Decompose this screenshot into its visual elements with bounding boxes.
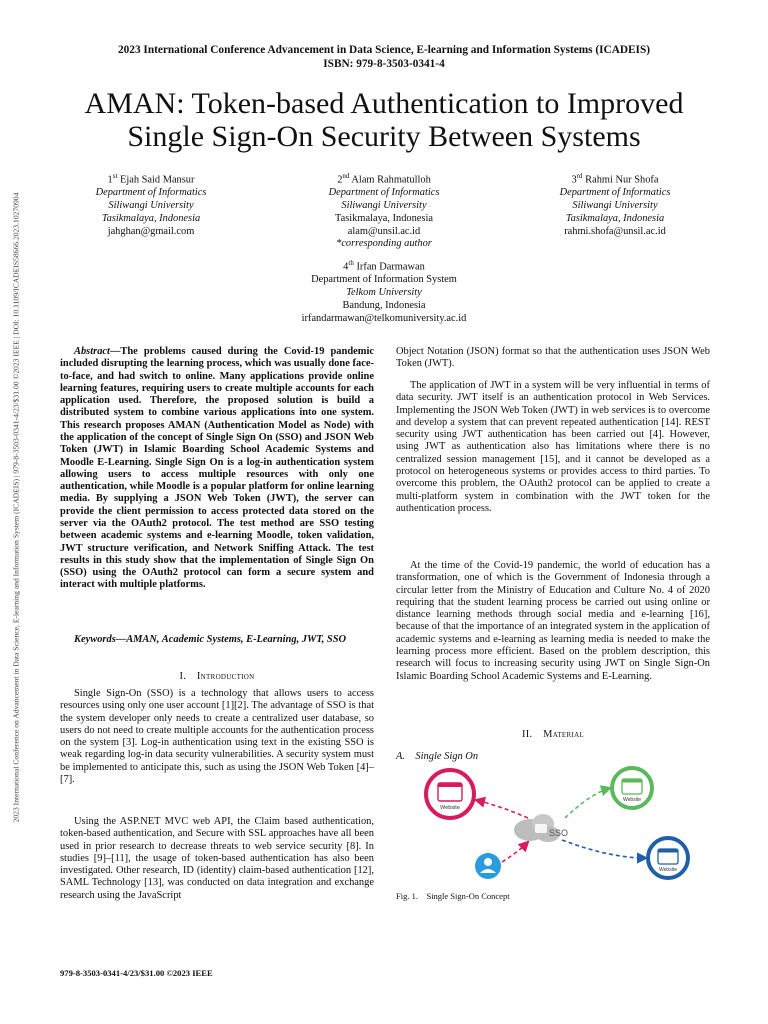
title-line-1: AMAN: Token-based Authentication to Improved bbox=[84, 87, 684, 120]
author-email: irfandarmawan@telkomuniversity.ac.id bbox=[301, 312, 467, 324]
author-city: Tasikmalaya, Indonesia bbox=[565, 212, 665, 224]
section-heading-material: II. Material bbox=[521, 729, 585, 740]
arrow-sso-to-pink bbox=[476, 800, 528, 818]
author-email: jahghan@gmail.com bbox=[107, 225, 195, 237]
author-city: Tasikmalaya, Indonesia bbox=[101, 212, 201, 224]
right-paragraph-3: At the time of the Covid-19 pandemic, the world of education has a transformation, one of which is the Government of Indonesia through a circular letter from the Ministry of Education and Culture No. 4 of 2020 requiring that the student learning process be carried out using online or distance learning methods through social media and e-learning [16], because of that the importance of an integrated system in the application of academic systems and e-learning as learning media is needed to make the learning process more efficient. Based on the problem description, this research will focus to increasing security using JWT on Single Sign-On Islamic Boarding School Academic Systems and E-Learning. bbox=[396, 560, 710, 682]
author-email: alam@unsil.ac.id bbox=[347, 225, 421, 237]
author-dept: Department of Informatics bbox=[328, 187, 440, 199]
author-block-4 bbox=[250, 257, 518, 325]
sso-concept-figure bbox=[410, 766, 710, 886]
keywords: Keywords—AMAN, Academic Systems, E-Learning, JWT, SSO bbox=[74, 634, 347, 645]
author-name: 3rd Rahmi Nur Shofa bbox=[571, 172, 659, 186]
paper-title bbox=[40, 87, 728, 153]
svg-text:Website: Website bbox=[440, 805, 460, 811]
author-name: 4th Irfan Darmawan bbox=[343, 259, 425, 273]
abstract-lead: Abstract bbox=[74, 346, 110, 357]
author-block-3 bbox=[520, 170, 710, 238]
abstract-body: —The problems caused during the Covid-19 pandemic included disrupting the learning process, which was usually done face-to-face, and had switch to online. Many applications provide online learning features, requiring users to create multiple accounts for each application used. Therefore, the proposed solution is build a distributed system to combine various applications into one system. This research proposes AMAN (Authentication Model as Node) with the application of the concept of Single Sign On (SSO) and JSON Web Token (JWT) in Islamic Boarding School Academic Systems and Moodle E-Learning. Single Sign On is a log-in authentication system allowing users to access multiple resources with only one authentication, while Moodle is a popular platform for online learning media. By supplying a JSON Web Token (JWT), the server can provide the client permission to access protected data stored on the server via the OAuth2 protocol. The test method are SSO testing between academic systems and e-learning Moodle, token validation, JWT structure verification, and Network Sniffing Attack. The test results in this study show that the implementation of Single Sign On (SSO) using the OAuth2 protocol can form a secure system and interact with multiple platforms. bbox=[60, 346, 374, 591]
svg-text:Website: Website bbox=[623, 797, 641, 803]
author-name: 2nd Alam Rahmatulloh bbox=[337, 172, 431, 186]
corresponding-note: *corresponding author bbox=[336, 238, 432, 250]
sso-cloud bbox=[514, 814, 568, 842]
website-node-pink bbox=[426, 770, 474, 818]
author-univ: Siliwangi University bbox=[108, 200, 194, 212]
author-univ: Siliwangi University bbox=[341, 200, 427, 212]
author-univ: Siliwangi University bbox=[572, 200, 658, 212]
isbn-header: ISBN: 979-8-3503-0341-4 bbox=[323, 58, 445, 70]
svg-text:SSO: SSO bbox=[549, 828, 569, 838]
author-city: Tasikmalaya, Indonesia bbox=[335, 212, 433, 224]
section-heading-introduction: I. Introduction bbox=[179, 671, 255, 682]
figure-caption: Fig. 1. Single Sign-On Concept bbox=[396, 891, 510, 901]
author-dept: Department of Informatics bbox=[95, 187, 207, 199]
author-dept: Department of Informatics bbox=[559, 187, 671, 199]
arrow-user-to-sso bbox=[502, 842, 528, 862]
arrow-sso-to-green bbox=[565, 788, 610, 818]
author-univ: Telkom University bbox=[346, 287, 422, 299]
page-footer: 979-8-3503-0341-4/23/$31.00 ©2023 IEEE bbox=[60, 968, 213, 978]
svg-text:Website: Website bbox=[659, 867, 677, 873]
author-email: rahmi.shofa@unsil.ac.id bbox=[564, 225, 666, 237]
abstract bbox=[60, 346, 374, 592]
arrow-sso-to-blue bbox=[562, 840, 646, 858]
intro-paragraph-2: Using the ASP.NET MVC web API, the Claim based authentication, token-based authentication, and Secure with SSL approaches have all been used in prior research to decrease threats to web service security [8]. In studies [9]–[11], the usage of token-based authentication has also been investigated. Other research, ID (identity) claim-based authentication [12], SAML Technology [13], was conducted on data integration and exchange research using the JavaScript bbox=[60, 816, 374, 901]
user-icon bbox=[475, 853, 501, 879]
author-dept: Department of Information System bbox=[311, 274, 457, 286]
author-name: 1st Ejah Said Mansur bbox=[107, 172, 195, 186]
author-block-1 bbox=[56, 170, 246, 238]
intro-paragraph-1: Single Sign-On (SSO) is a technology that allows users to access resources using only one user account [1][2]. The advantage of SSO is that the system developer only needs to create a centralized user database, so users do not need to create multiple accounts for the authentication process on the system [3]. Log-in authentication using text in the existing SSO is weak regarding log-in data security vulnerabilities. A security system must be implemented to anticipate this, such as using the JSON Web Token [4]–[7]. bbox=[60, 688, 374, 785]
title-line-2: Single Sign-On Security Between Systems bbox=[127, 120, 641, 153]
website-node-green bbox=[612, 768, 652, 808]
author-city: Bandung, Indonesia bbox=[342, 299, 426, 311]
author-block-2 bbox=[288, 170, 480, 251]
subsection-heading-sso: A. Single Sign On bbox=[396, 751, 479, 762]
right-paragraph-2: The application of JWT in a system will be very influential in terms of data security. JWT itself is an authentication protocol in Web Services. Implementing the JSON Web Token (JWT) in web services is to overcome and develop a system that can prevent repeated authentication [14]. REST security using JWT authentication has been carried out [4]. However, using JWT as authentication also has limitations where there is no centralized session management [15], and it cannot be developed as a protocol on heterogeneous systems or provides access to third parties. To overcome this problem, the OAuth2 protocol can be applied to create a multi-platform system in combination with the JWT token for the authentication process. bbox=[396, 380, 710, 514]
side-metadata-strip bbox=[6, 108, 24, 918]
website-node-blue bbox=[648, 838, 688, 878]
side-metadata-text: 2023 International Conference on Advancement in Data Science, E-learning and Information System (ICADEIS) | 979-8-3503-0341-4/23/$31.00 ©2023 IEEE | DOI: 10.1109/ICADEIS58666.2023.10270904 bbox=[11, 192, 21, 823]
right-paragraph-1: Object Notation (JSON) format so that the authentication uses JSON Web Token (JWT). bbox=[396, 346, 710, 370]
conference-header: 2023 International Conference Advancement in Data Science, E-learning and Information Systems (ICADEIS) bbox=[118, 44, 650, 56]
